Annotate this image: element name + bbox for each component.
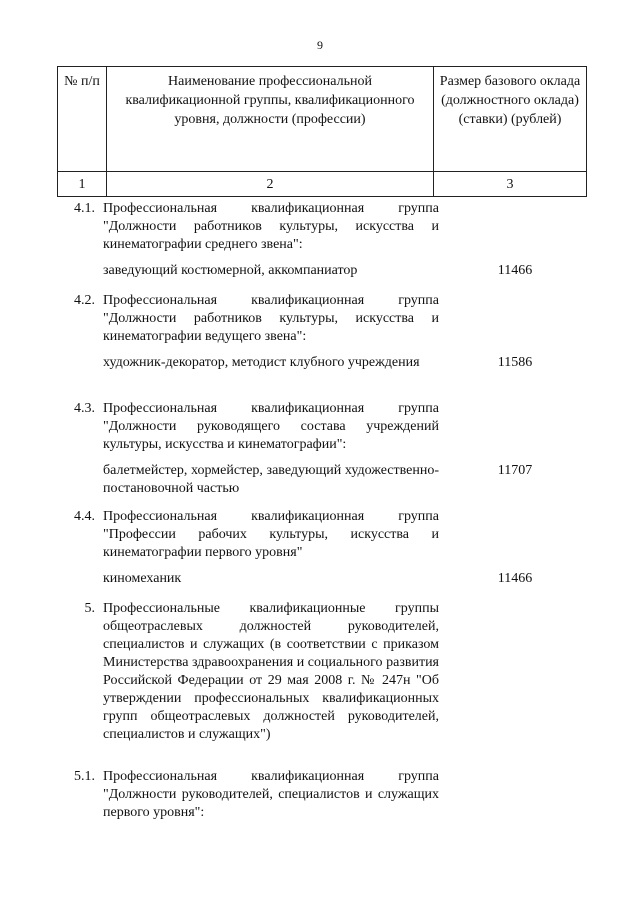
header-row	[58, 67, 587, 172]
row-text: художник-декоратор, методист клубного учреждения	[103, 355, 420, 370]
table-row	[57, 462, 533, 498]
header-number-column: № п/п	[58, 67, 107, 172]
row-number: 4.1.	[74, 201, 95, 216]
column-number-3: 3	[434, 172, 587, 197]
row-text: Профессиональная квалификационная группа "Профессии рабочих культуры, искусства и кинематографии первого уровня"	[103, 509, 439, 560]
table-row	[57, 262, 533, 280]
row-text: Профессиональная квалификационная группа "Должности руководящего состава учреждений культуры, искусства и кинематографии":	[103, 401, 439, 452]
page-number: 9	[317, 38, 323, 52]
row-value: 11466	[497, 263, 533, 278]
row-text: Профессиональная квалификационная группа "Должности работников культуры, искусства и кинематографии среднего звена":	[103, 201, 439, 252]
table-row	[57, 400, 439, 454]
table-row	[57, 768, 439, 822]
row-number: 5.1.	[74, 769, 95, 784]
column-number-2: 2	[107, 172, 434, 197]
row-text: Профессиональные квалификационные группы общеотраслевых должностей руководителей, специалистов и служащих (в соответствии с приказом Министерства здравоохранения и социального развития Российской Федерации от 29 мая 2008 г. № 247н "Об утверждении профессиональных квалификационных групп общеотраслевых должностей руководителей, специалистов и служащих")	[103, 601, 439, 742]
table-row	[57, 292, 439, 346]
table-row	[57, 200, 439, 254]
row-text: Профессиональная квалификационная группа "Должности руководителей, специалистов и служащих первого уровня":	[103, 769, 439, 820]
row-value: 11466	[497, 571, 533, 586]
table-row	[57, 508, 439, 562]
row-text: киномеханик	[103, 571, 182, 586]
row-number: 4.2.	[74, 293, 95, 308]
column-number-row	[58, 172, 587, 197]
row-number: 4.4.	[74, 509, 95, 524]
row-value: 11707	[497, 463, 533, 478]
table-row	[57, 570, 533, 588]
header-name-column: Наименование профессиональной квалификационной группы, квалификационного уровня, должности (профессии)	[107, 67, 434, 172]
table-row	[57, 600, 439, 744]
row-text: заведующий костюмерной, аккомпаниатор	[103, 263, 358, 278]
row-text: балетмейстер, хормейстер, заведующий художественно-постановочной частью	[103, 463, 439, 496]
row-number: 5.	[84, 601, 95, 616]
row-value: 11586	[497, 355, 533, 370]
table-row	[57, 354, 533, 372]
row-number: 4.3.	[74, 401, 95, 416]
header-salary-column: Размер базового оклада (должностного оклада) (ставки) (рублей)	[434, 67, 587, 172]
column-number-1: 1	[58, 172, 107, 197]
row-text: Профессиональная квалификационная группа "Должности работников культуры, искусства и кинематографии ведущего звена":	[103, 293, 439, 344]
table-header	[57, 66, 587, 197]
